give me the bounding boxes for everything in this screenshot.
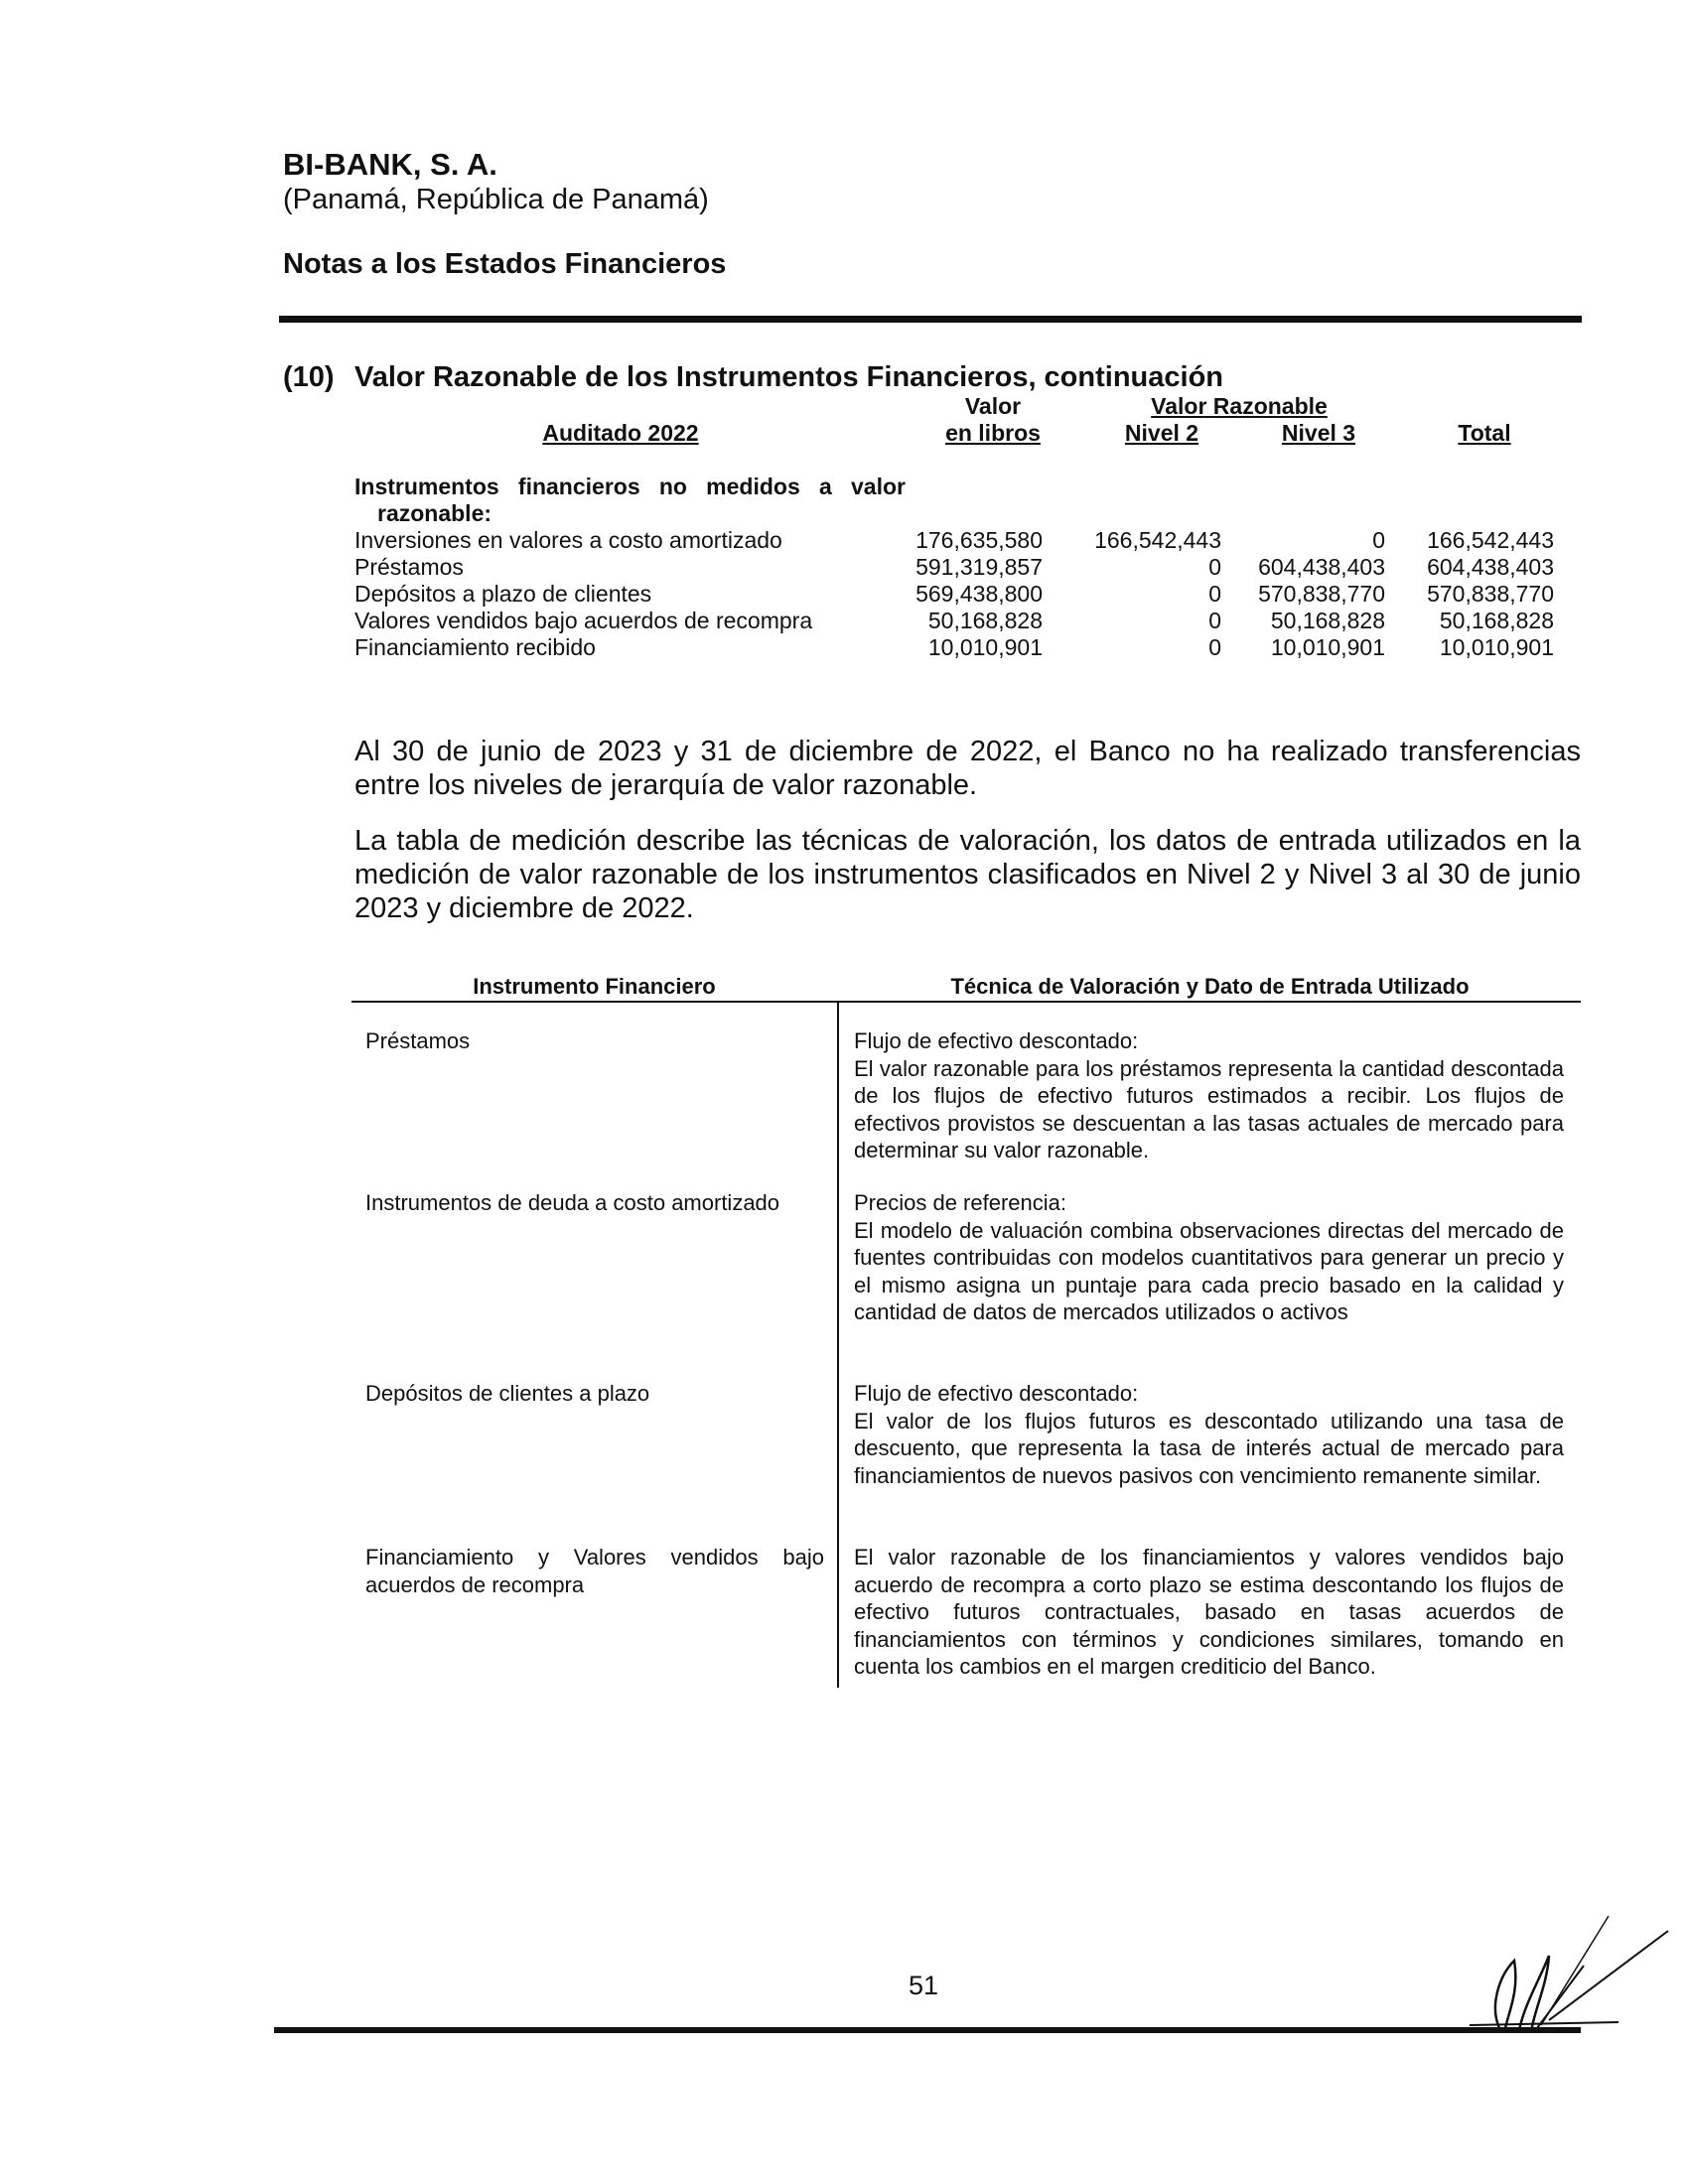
technique-title: Precios de referencia: <box>854 1190 1066 1215</box>
col-level3-header: Nivel 3 <box>1281 420 1356 446</box>
paragraph-transfers: Al 30 de junio de 2023 y 31 de diciembre de 2022, el Banco no ha realizado transferencias entre los niveles de jerarquía de valor razonable. <box>354 736 1581 801</box>
technique-cell <box>854 1380 1564 1489</box>
company-location: (Panamá, República de Panamá) <box>283 184 709 215</box>
col-total-header: Total <box>1458 420 1511 446</box>
table-column-divider <box>837 1001 839 1688</box>
col-level2-header: Nivel 2 <box>1124 420 1199 446</box>
period-header: Auditado 2022 <box>542 420 699 446</box>
col-instrument-header: Instrumento Financiero <box>473 974 716 999</box>
row-total-value: 10,010,901 <box>1439 634 1554 660</box>
row-level2-value: 0 <box>1208 608 1221 633</box>
footer-divider <box>274 2027 1581 2033</box>
row-book-value: 591,319,857 <box>915 554 1043 580</box>
technique-text: El valor razonable para los préstamos representa la cantidad descontada de los flujos de efectivo futuros estimados a recibir. Los flujos de efectivos provistos se descuentan a las tasas actuales de mercado para determinar su valor razonable. <box>854 1055 1564 1162</box>
signature-icon <box>1460 1911 1673 2040</box>
row-level2-value: 0 <box>1208 581 1221 607</box>
row-level3-value: 570,838,770 <box>1258 581 1385 607</box>
company-name: BI-BANK, S. A. <box>283 147 497 182</box>
instrument-cell: Préstamos <box>365 1028 471 1053</box>
technique-cell <box>854 1544 1564 1681</box>
row-level3-value: 10,010,901 <box>1270 634 1385 660</box>
row-book-value: 50,168,828 <box>927 608 1043 633</box>
technique-text: El valor de los flujos futuros es descontado utilizando una tasa de descuento, que representa la tasa de interés actual de mercado para financiamientos de nuevos pasivos con vencimiento remanente similar. <box>854 1408 1564 1488</box>
col-technique-header: Técnica de Valoración y Dato de Entrada Utilizado <box>950 974 1470 999</box>
table-header-rule <box>352 1001 1581 1003</box>
instrument-cell: Financiamiento y Valores vendidos bajo acuerdos de recompra <box>365 1545 824 1597</box>
row-total-value: 604,438,403 <box>1427 554 1554 580</box>
page-number: 51 <box>909 1971 939 2000</box>
col-book-header-line1: Valor <box>964 393 1022 419</box>
row-level3-value: 50,168,828 <box>1270 608 1385 633</box>
technique-title: Flujo de efectivo descontado: <box>854 1028 1139 1053</box>
row-book-value: 569,438,800 <box>915 581 1043 607</box>
section-title: Valor Razonable de los Instrumentos Financieros, continuación <box>354 361 1223 393</box>
row-level3-value: 604,438,403 <box>1258 554 1385 580</box>
instrument-cell: Instrumentos de deuda a costo amortizado <box>365 1190 780 1215</box>
row-label: Valores vendidos bajo acuerdos de recompra <box>354 608 813 633</box>
row-level2-value: 166,542,443 <box>1094 527 1221 553</box>
row-level2-value: 0 <box>1208 634 1221 660</box>
col-book-header-line2: en libros <box>945 420 1041 446</box>
notes-title: Notas a los Estados Financieros <box>283 248 727 280</box>
instrument-cell: Depósitos de clientes a plazo <box>365 1381 650 1406</box>
row-label: Depósitos a plazo de clientes <box>354 581 652 607</box>
technique-cell <box>854 1189 1564 1326</box>
row-label: Financiamiento recibido <box>354 634 596 660</box>
row-label: Préstamos <box>354 554 464 580</box>
technique-text: El modelo de valuación combina observaciones directas del mercado de fuentes contribuidas con modelos cuantitativos para generar un precio y el mismo asigna un puntaje para cada precio basado en la calidad y cantidad de datos de mercados utilizados o activos <box>854 1217 1564 1324</box>
row-level2-value: 0 <box>1208 554 1221 580</box>
section-heading <box>283 361 1223 394</box>
header-divider <box>279 316 1582 323</box>
paragraph-measurement: La tabla de medición describe las técnicas de valoración, los datos de entrada utilizados en la medición de valor razonable de los instrumentos clasificados en Nivel 2 y Nivel 3 al 30 de junio 2023 y diciembre de 2022. <box>354 825 1581 924</box>
row-book-value: 176,635,580 <box>915 527 1043 553</box>
group-label-line1: Instrumentos financieros no medidos a valor <box>354 474 906 499</box>
row-total-value: 50,168,828 <box>1439 608 1554 633</box>
row-total-value: 166,542,443 <box>1427 527 1554 553</box>
group-header-fair-value: Valor Razonable <box>1151 393 1328 419</box>
row-book-value: 10,010,901 <box>927 634 1043 660</box>
technique-text: El valor razonable de los financiamientos y valores vendidos bajo acuerdo de recompra a corto plazo se estima descontando los flujos de efectivo futuros contractuales, basado en tasas acuerdos de financiamientos con términos y condiciones similares, tomando en cuenta los cambios en el margen crediticio del Banco. <box>854 1545 1564 1679</box>
row-level3-value: 0 <box>1372 527 1385 553</box>
group-label-line2: razonable: <box>377 500 492 526</box>
technique-cell <box>854 1027 1564 1164</box>
row-label: Inversiones en valores a costo amortizado <box>354 527 782 553</box>
technique-title: Flujo de efectivo descontado: <box>854 1381 1139 1406</box>
row-total-value: 570,838,770 <box>1427 581 1554 607</box>
section-number: (10) <box>283 361 335 393</box>
